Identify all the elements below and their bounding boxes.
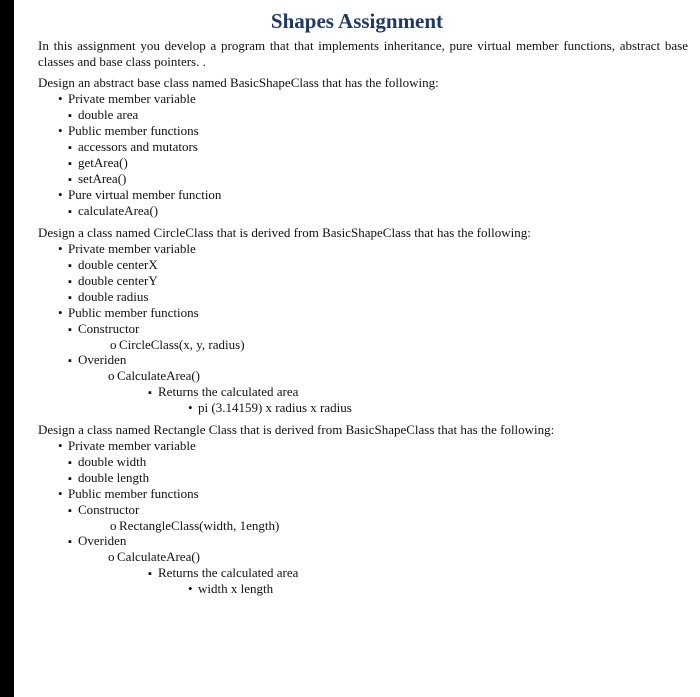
rectangle-private-item: ▪ double width [68, 454, 146, 471]
circle-private-item: ▪ double radius [68, 289, 148, 306]
basic-virtual-label: • Pure virtual member function [58, 187, 221, 203]
circle-private-item: ▪ double centerX [68, 257, 158, 274]
rectangle-constructor-label: ▪ Constructor [68, 502, 139, 519]
rectangle-formula: • width x length [188, 581, 273, 597]
rectangle-heading: Design a class named Rectangle Class that is derived from BasicShapeClass that has the following: [38, 422, 555, 437]
circle-constructor-signature: o CircleClass(x, y, radius) [110, 337, 245, 353]
basic-public-item: ▪ setArea() [68, 171, 126, 188]
rectangle-public-label: • Public member functions [58, 486, 199, 502]
circle-constructor-label: ▪ Constructor [68, 321, 139, 338]
left-edge-bar [0, 0, 14, 697]
rectangle-returns: ▪ Returns the calculated area [148, 565, 298, 582]
page-title: Shapes Assignment [270, 9, 444, 33]
circle-private-label: • Private member variable [58, 241, 196, 257]
rectangle-override-method: o CalculateArea() [108, 549, 200, 565]
circle-returns: ▪ Returns the calculated area [148, 384, 298, 401]
circle-overiden-label: ▪ Overiden [68, 352, 126, 369]
circle-override-method: o CalculateArea() [108, 368, 200, 384]
circle-heading: Design a class named CircleClass that is derived from BasicShapeClass that has the following: [38, 225, 531, 240]
basic-private-label: • Private member variable [58, 91, 196, 107]
basic-heading: Design an abstract base class named BasicShapeClass that has the following: [38, 75, 439, 90]
basic-private-item: ▪ double area [68, 107, 138, 124]
basic-public-label: • Public member functions [58, 123, 199, 139]
circle-public-label: • Public member functions [58, 305, 199, 321]
intro-paragraph: In this assignment you develop a program that that implements inheritance, pure virtual member functions, abstract base classes and base class pointers. . [38, 38, 688, 69]
basic-public-item: ▪ getArea() [68, 155, 128, 172]
basic-public-item: ▪ accessors and mutators [68, 139, 198, 156]
circle-private-item: ▪ double centerY [68, 273, 158, 290]
document-page [14, 0, 700, 697]
basic-virtual-item: ▪ calculateArea() [68, 203, 158, 220]
rectangle-overiden-label: ▪ Overiden [68, 533, 126, 550]
rectangle-private-item: ▪ double length [68, 470, 149, 487]
circle-formula: • pi (3.14159) x radius x radius [188, 400, 352, 416]
rectangle-private-label: • Private member variable [58, 438, 196, 454]
rectangle-constructor-signature: o RectangleClass(width, 1ength) [110, 518, 279, 534]
